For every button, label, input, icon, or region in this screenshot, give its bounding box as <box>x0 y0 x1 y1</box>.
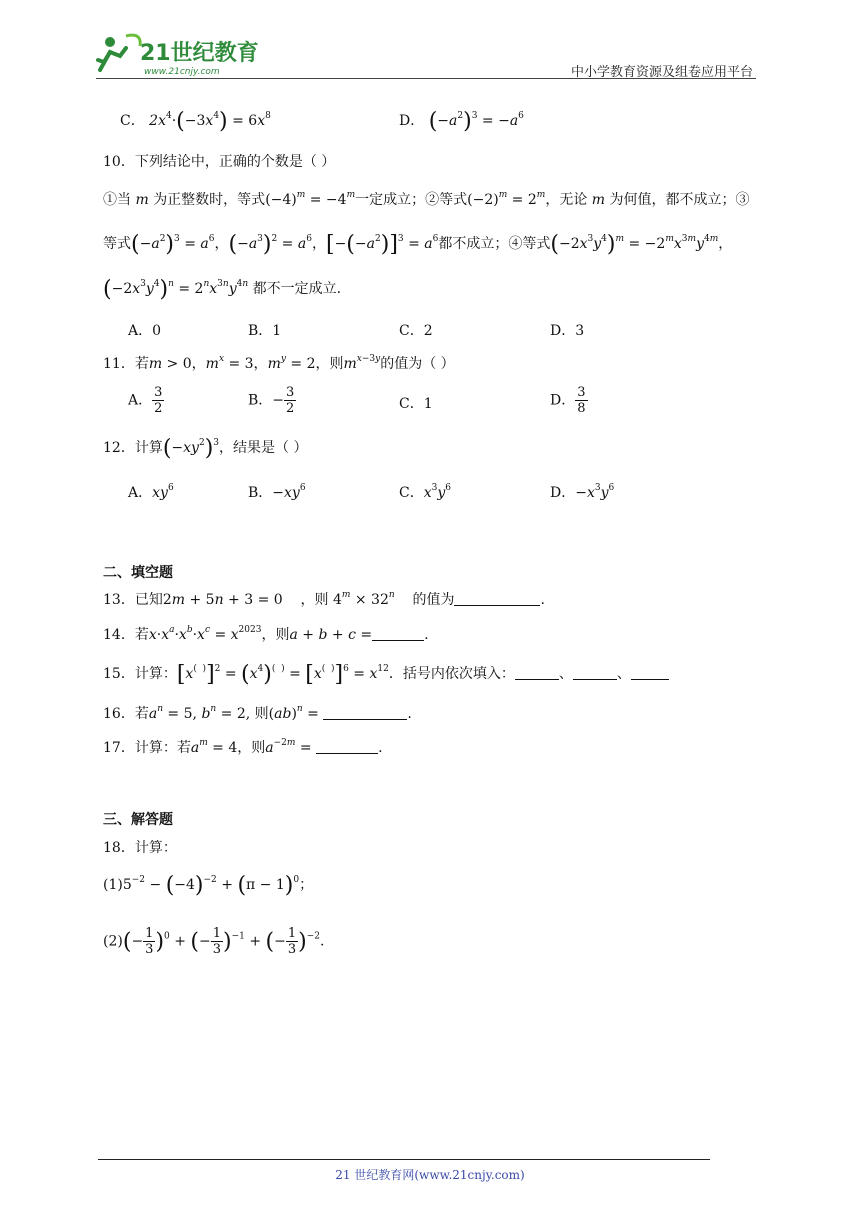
q10-title: 10．下列结论中，正确的个数是（ ） <box>103 154 336 170</box>
q16: 16．若$a^n = 5$, $b^n = 2$, 则(ab)$^n$ = . <box>103 704 412 722</box>
q10-option-b: B．1 <box>248 323 282 339</box>
q18-part2: (2)(− $\frac{1}{3}$ )$^0$ + (− $\frac{1}{3}$ )$^{-1}$ + (− $\frac{1}{3}$ )$^{-2}$. <box>103 926 325 957</box>
q11-option-c: C．1 <box>399 396 433 412</box>
q10-option-c: C．2 <box>399 323 433 339</box>
q12-option-d: D．$-x^3y^6$ <box>550 483 615 501</box>
q15: 15．计算：$[x^{( )}]^2 = (x^4)^{( )} = [x^{( )}]^6 = x^{12}$．括号内依次填入： 、 、 <box>103 665 669 684</box>
header-platform-text: 中小学教育资源及组卷应用平台 <box>570 65 753 80</box>
q13: 13．已知2m + 5n + 3 = 0 ，则 $4^m \times 32^n$ 的值为 . <box>103 590 545 608</box>
q9-option-d: D． $(-a^2)^3 = -a^6$ <box>399 109 524 134</box>
q15-blank-3[interactable] <box>631 665 669 680</box>
q16-answer-blank[interactable] <box>323 705 407 720</box>
q14: 14．若$x\cdot x^a\cdot x^b\cdot x^c = x^{2023}$，则a + b + c = . <box>103 625 429 643</box>
q10-line3: $(-2x^3y^4)^n = 2^nx^{3n}y^{4n}$ 都不一定成立. <box>103 277 342 302</box>
q10-line2: 等式$(-a^2)^3 = a^6$，$(-a^3)^2 = a^6$，$[-(-a^2)]^3 = a^6$都不成立；④等式$(-2x^3y^4)^m = -2^mx^{3m}y^{4m}$， <box>103 232 733 257</box>
q13-answer-blank[interactable] <box>454 591 540 606</box>
header-divider <box>96 78 756 79</box>
q10-line1: ①当 m 为正整数时，等式$(-4)^m = -4^m$一定成立；②等式$(-2)^m = 2^m$，无论 m 为何值，都不成立；③ <box>103 190 750 208</box>
q10-option-d: D．3 <box>550 323 585 339</box>
q11-option-a: A． $\frac{3}{2}$ <box>128 385 163 416</box>
q18-part1: $(1)5^{-2} - (-4)^{-2} + (\pi - 1)^0$； <box>103 873 314 898</box>
q12-title: 12．计算$(-xy^2)^3$，结果是（ ） <box>103 436 308 461</box>
q11-option-b: B．− $\frac{3}{2}$ <box>248 385 295 416</box>
q14-answer-blank[interactable] <box>372 626 424 641</box>
section-solve-title: 三、解答题 <box>103 812 173 828</box>
q17: 17．计算：若$a^m = 4$，则$a^{-2m}$ = . <box>103 738 383 756</box>
q12-option-a: A．$xy^6$ <box>128 483 174 501</box>
q18-title: 18．计算： <box>103 840 177 856</box>
section-fill-in-title: 二、填空题 <box>103 565 173 581</box>
q10-option-a: A．0 <box>128 323 162 339</box>
runner-icon <box>98 35 140 70</box>
q12-option-c: C．$x^3y^6$ <box>399 483 452 501</box>
q11-title: 11．若m > 0，$m^x = 3$，$m^y = 2$，则$m^{x-3y}$的值为（ ） <box>103 354 455 372</box>
q17-answer-blank[interactable] <box>316 739 378 754</box>
footer-link[interactable]: 21 世纪教育网(www.21cnjy.com) <box>335 1168 525 1182</box>
svg-text:www.21cnjy.com: www.21cnjy.com <box>144 67 220 77</box>
q15-blank-1[interactable] <box>515 665 559 680</box>
q11-option-d: D． $\frac{3}{8}$ <box>550 385 586 416</box>
q12-option-b: B．$-xy^6$ <box>248 483 306 501</box>
svg-text:21世纪教育: 21世纪教育 <box>140 41 259 66</box>
footer-divider <box>98 1159 710 1160</box>
q15-blank-2[interactable] <box>573 665 617 680</box>
site-logo <box>96 30 266 78</box>
q9-option-c: C． $2x^4\cdot(-3x^4) = 6x^8$ <box>120 109 271 134</box>
